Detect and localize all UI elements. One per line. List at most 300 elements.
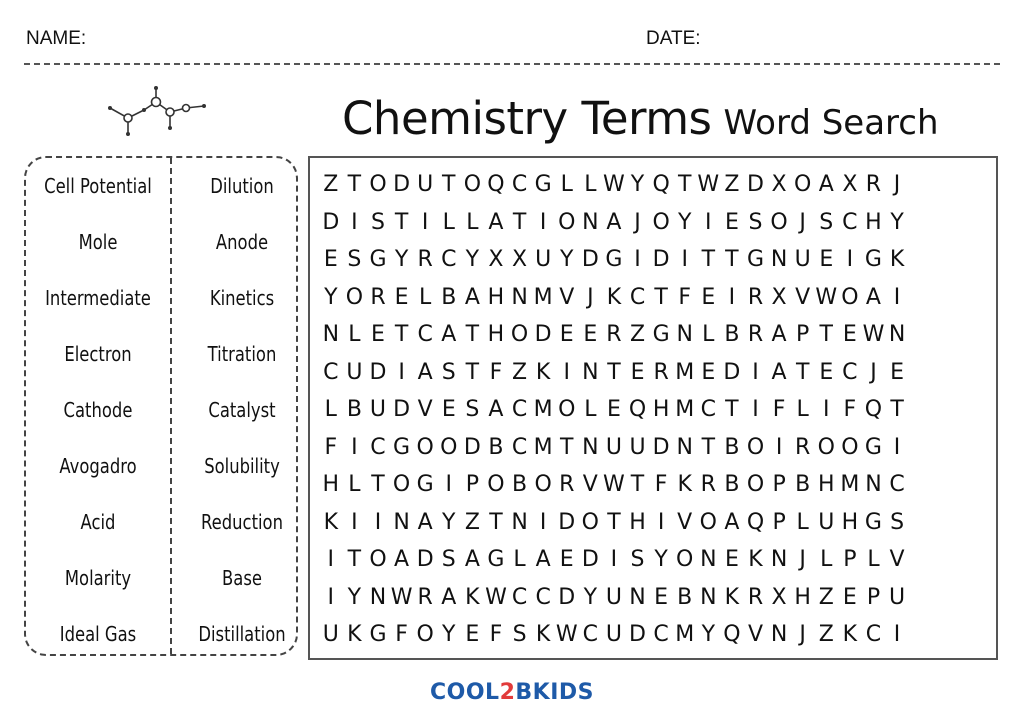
grid-letter: E <box>842 584 857 610</box>
grid-letter: K <box>465 584 480 610</box>
grid-letter: F <box>654 472 668 497</box>
grid-letter: C <box>511 434 528 460</box>
grid-letter: L <box>466 209 479 235</box>
grid-letter: K <box>323 509 339 535</box>
grid-letter: A <box>771 359 787 385</box>
grid-letter: N <box>770 247 788 272</box>
grid-letter: D <box>723 359 741 385</box>
grid-letter: U <box>417 172 434 197</box>
word-item: Intermediate <box>45 286 151 310</box>
grid-letter: J <box>870 359 877 385</box>
grid-letter: W <box>555 622 578 647</box>
grid-letter: C <box>700 397 716 422</box>
grid-letter: G <box>534 172 552 197</box>
grid-letter: A <box>417 509 433 535</box>
grid-letter: C <box>582 622 599 647</box>
grid-letter: G <box>605 247 623 272</box>
grid-letter: O <box>699 509 717 535</box>
grid-letter: P <box>772 509 786 535</box>
grid-letter: Y <box>677 209 692 235</box>
grid-letter: W <box>390 584 413 610</box>
grid-letter: T <box>442 172 456 197</box>
word-item: Molarity <box>64 566 132 590</box>
grid-letter: I <box>351 509 358 535</box>
grid-letter: E <box>701 284 716 310</box>
grid-letter: N <box>322 322 340 347</box>
grid-letter: T <box>725 397 739 422</box>
grid-letter: E <box>701 359 716 385</box>
grid-letter: R <box>653 359 669 385</box>
grid-letter: T <box>630 472 645 497</box>
grid-letter: L <box>442 209 455 235</box>
grid-letter: E <box>441 397 456 422</box>
grid-letter: U <box>794 247 811 272</box>
grid-letter: A <box>488 209 504 235</box>
date-label: DATE: <box>646 28 701 49</box>
word-item: Mole <box>78 230 118 254</box>
grid-letter: T <box>795 359 810 385</box>
grid-letter: I <box>634 247 641 272</box>
grid-letter: S <box>630 547 645 572</box>
word-item: Catalyst <box>208 398 276 422</box>
grid-letter: A <box>771 322 787 347</box>
grid-letter: T <box>819 322 833 347</box>
grid-letter: O <box>440 434 458 460</box>
grid-letter: D <box>629 622 646 647</box>
grid-letter: M <box>533 284 553 310</box>
grid-letter: Y <box>583 584 598 610</box>
word-column-left <box>26 158 170 662</box>
grid-letter: K <box>347 622 362 647</box>
grid-letter: I <box>610 547 618 572</box>
grid-letter: U <box>346 359 363 385</box>
grid-letter: N <box>629 584 646 610</box>
grid-letter: C <box>842 209 858 235</box>
grid-letter: I <box>445 472 453 497</box>
grid-letter: Z <box>629 322 646 347</box>
grid-letter: K <box>535 359 551 385</box>
grid-letter: O <box>794 172 812 197</box>
grid-letter: S <box>465 397 480 422</box>
grid-letter: E <box>559 322 574 347</box>
grid-letter: N <box>511 284 528 310</box>
word-item: Ideal Gas <box>59 622 137 646</box>
grid-letter: H <box>841 509 859 535</box>
grid-letter: P <box>796 322 810 347</box>
grid-letter: U <box>535 247 552 272</box>
page-title <box>342 92 939 145</box>
grid-letter: R <box>865 172 882 197</box>
grid-letter: Y <box>654 547 668 572</box>
grid-letter: E <box>323 247 338 272</box>
grid-letter: N <box>700 584 717 610</box>
grid-letter: D <box>393 172 411 197</box>
grid-letter: I <box>775 434 783 460</box>
grid-letter: I <box>398 359 405 385</box>
grid-letter: A <box>724 509 740 535</box>
grid-letter: L <box>584 172 597 197</box>
grid-letter: N <box>676 322 693 347</box>
grid-letter: L <box>796 397 809 422</box>
grid-letter: O <box>345 284 364 310</box>
grid-letter: I <box>893 284 901 310</box>
grid-letter: N <box>888 322 906 347</box>
grid-letter: T <box>725 247 739 272</box>
grid-letter: E <box>371 322 385 347</box>
grid-letter: O <box>463 172 482 197</box>
word-item: Dilution <box>210 174 274 198</box>
grid-letter: M <box>533 397 553 422</box>
grid-letter: R <box>559 472 575 497</box>
grid-letter: N <box>700 547 717 572</box>
grid-letter: T <box>394 209 409 235</box>
grid-letter: O <box>416 434 434 460</box>
grid-letter: M <box>533 434 553 460</box>
grid-letter: O <box>369 547 387 572</box>
grid-letter: I <box>681 247 688 272</box>
grid-letter: O <box>581 509 599 535</box>
grid-letter: G <box>652 322 670 347</box>
word-item: Acid <box>80 510 116 534</box>
grid-letter: I <box>421 209 429 235</box>
grid-letter: E <box>583 322 598 347</box>
logo-text-two: 2 <box>499 680 516 705</box>
logo-text-cool: COOL <box>430 680 500 705</box>
name-label: NAME: <box>26 28 87 49</box>
grid-letter: T <box>677 172 692 197</box>
word-item: Solubility <box>204 454 280 478</box>
grid-letter: A <box>394 547 410 572</box>
grid-letter: V <box>747 622 764 647</box>
grid-letter: S <box>371 209 385 235</box>
grid-row <box>319 279 996 317</box>
grid-letter: E <box>819 247 834 272</box>
grid-letter: A <box>464 547 480 572</box>
grid-letter: E <box>394 284 409 310</box>
grid-letter: F <box>843 397 857 422</box>
grid-letter: K <box>842 622 858 647</box>
grid-letter: I <box>705 209 712 235</box>
grid-row <box>319 166 996 204</box>
grid-letter: I <box>893 434 901 460</box>
grid-letter: Y <box>465 247 480 272</box>
grid-letter: J <box>893 172 901 197</box>
grid-letter: P <box>772 472 786 497</box>
title-main: Chemistry Terms <box>342 92 712 145</box>
grid-letter: V <box>889 547 905 572</box>
grid-row <box>319 391 996 429</box>
grid-row <box>319 466 996 504</box>
grid-letter: F <box>395 622 408 647</box>
grid-letter: U <box>605 434 622 460</box>
grid-letter: B <box>724 472 740 497</box>
grid-letter: Y <box>347 584 362 610</box>
grid-letter: A <box>818 172 834 197</box>
grid-letter: N <box>393 509 410 535</box>
letter-grid <box>308 156 998 660</box>
grid-letter: T <box>890 397 904 422</box>
grid-letter: L <box>867 547 880 572</box>
grid-letter: L <box>584 397 597 422</box>
grid-letter: C <box>629 284 646 310</box>
grid-letter: D <box>581 247 599 272</box>
grid-letter: I <box>351 209 358 235</box>
grid-letter: E <box>724 209 739 235</box>
grid-letter: I <box>657 509 665 535</box>
grid-letter: H <box>487 322 505 347</box>
grid-letter: K <box>889 247 905 272</box>
grid-letter: H <box>652 397 670 422</box>
grid-letter: E <box>724 547 739 572</box>
grid-letter: F <box>324 434 338 460</box>
grid-letter: A <box>865 284 881 310</box>
grid-letter: B <box>724 434 740 460</box>
grid-letter: H <box>629 509 646 535</box>
grid-letter: Z <box>464 509 480 535</box>
grid-row <box>319 429 996 467</box>
grid-letter: D <box>581 547 599 572</box>
grid-letter: Z <box>818 584 834 610</box>
grid-letter: I <box>327 584 335 610</box>
grid-letter: A <box>441 322 457 347</box>
grid-letter: T <box>560 434 574 460</box>
grid-letter: N <box>770 547 788 572</box>
grid-letter: E <box>842 322 857 347</box>
grid-letter: R <box>700 472 716 497</box>
grid-letter: I <box>327 547 335 572</box>
grid-letter: Q <box>487 172 505 197</box>
grid-letter: D <box>463 434 481 460</box>
grid-letter: V <box>677 509 693 535</box>
grid-letter: T <box>394 322 409 347</box>
grid-letter: L <box>419 284 432 310</box>
grid-letter: O <box>746 472 765 497</box>
grid-letter: M <box>675 622 695 647</box>
grid-letter: U <box>605 622 622 647</box>
grid-letter: R <box>370 284 386 310</box>
grid-letter: C <box>511 584 528 610</box>
grid-letter: J <box>587 284 594 310</box>
grid-row <box>319 354 996 392</box>
grid-letter: I <box>728 284 736 310</box>
grid-letter: D <box>369 359 387 385</box>
grid-letter: D <box>652 434 670 460</box>
grid-letter: O <box>770 209 788 235</box>
grid-letter: S <box>441 547 456 572</box>
grid-letter: O <box>534 472 552 497</box>
word-item: Distillation <box>198 622 286 646</box>
grid-letter: N <box>676 434 693 460</box>
grid-letter: B <box>441 284 457 310</box>
grid-letter: L <box>702 322 715 347</box>
grid-letter: L <box>820 547 833 572</box>
grid-letter: D <box>558 584 576 610</box>
grid-letter: A <box>488 397 504 422</box>
grid-letter: T <box>654 284 668 310</box>
grid-letter: E <box>465 622 480 647</box>
grid-letter: C <box>441 247 457 272</box>
grid-letter: M <box>675 359 695 385</box>
grid-letter: V <box>582 472 598 497</box>
grid-letter: S <box>748 209 763 235</box>
grid-letter: S <box>347 247 362 272</box>
grid-letter: T <box>347 172 362 197</box>
grid-letter: R <box>747 584 764 610</box>
grid-letter: O <box>652 209 670 235</box>
grid-letter: C <box>323 359 339 385</box>
grid-letter: I <box>539 509 547 535</box>
grid-letter: I <box>752 359 759 385</box>
grid-letter: B <box>346 397 362 422</box>
grid-letter: F <box>489 622 503 647</box>
grid-letter: Y <box>442 509 456 535</box>
grid-letter: O <box>817 434 835 460</box>
grid-letter: K <box>724 584 740 610</box>
grid-letter: C <box>842 359 858 385</box>
header-divider <box>24 63 1000 65</box>
grid-letter: I <box>539 209 547 235</box>
grid-letter: P <box>843 547 857 572</box>
word-item: Cell Potential <box>44 174 152 198</box>
grid-letter: D <box>322 209 340 235</box>
grid-letter: R <box>747 284 764 310</box>
grid-letter: O <box>841 434 859 460</box>
grid-letter: O <box>558 209 576 235</box>
grid-letter: B <box>512 472 528 497</box>
grid-letter: C <box>511 172 528 197</box>
grid-letter: T <box>607 509 621 535</box>
grid-letter: O <box>416 622 434 647</box>
grid-letter: H <box>817 472 835 497</box>
grid-letter: R <box>417 584 433 610</box>
grid-letter: L <box>348 322 361 347</box>
grid-letter: S <box>890 509 905 535</box>
grid-letter: T <box>465 359 480 385</box>
grid-letter: Y <box>324 284 338 310</box>
grid-letter: D <box>747 172 764 197</box>
grid-letter: L <box>796 509 809 535</box>
grid-letter: U <box>605 584 622 610</box>
grid-letter: G <box>393 434 411 460</box>
grid-letter: L <box>513 547 526 572</box>
grid-letter: D <box>558 509 576 535</box>
grid-row <box>319 579 996 617</box>
grid-letter: M <box>675 397 695 422</box>
grid-letter: I <box>752 397 759 422</box>
grid-letter: T <box>607 359 621 385</box>
grid-letter: X <box>488 247 504 272</box>
grid-letter: V <box>417 397 433 422</box>
grid-letter: E <box>654 584 669 610</box>
grid-letter: I <box>563 359 570 385</box>
grid-letter: C <box>511 397 528 422</box>
grid-letter: G <box>416 472 434 497</box>
grid-letter: H <box>865 209 882 235</box>
grid-letter: C <box>865 622 882 647</box>
grid-letter: J <box>799 547 806 572</box>
grid-letter: I <box>351 434 358 460</box>
grid-letter: T <box>701 434 716 460</box>
grid-letter: C <box>417 322 433 347</box>
word-item: Anode <box>215 230 269 254</box>
grid-letter: R <box>795 434 811 460</box>
grid-letter: D <box>534 322 552 347</box>
grid-letter: N <box>369 584 387 610</box>
grid-letter: N <box>582 434 599 460</box>
grid-letter: G <box>864 509 882 535</box>
word-column-right <box>170 158 314 662</box>
grid-letter: O <box>746 434 765 460</box>
grid-letter: I <box>846 247 854 272</box>
grid-letter: Y <box>394 247 409 272</box>
grid-letter: Y <box>560 247 574 272</box>
grid-row <box>319 204 996 242</box>
grid-letter: U <box>369 397 387 422</box>
grid-letter: L <box>324 397 337 422</box>
grid-letter: V <box>795 284 811 310</box>
grid-letter: L <box>560 172 573 197</box>
grid-letter: S <box>441 359 456 385</box>
grid-letter: T <box>489 509 503 535</box>
grid-letter: L <box>348 472 361 497</box>
grid-letter: R <box>417 247 433 272</box>
grid-letter: C <box>653 622 669 647</box>
grid-letter: Q <box>628 397 647 422</box>
grid-letter: R <box>606 322 622 347</box>
grid-letter: A <box>441 584 457 610</box>
grid-letter: Q <box>723 622 741 647</box>
grid-letter: C <box>535 584 551 610</box>
grid-letter: I <box>893 622 901 647</box>
grid-letter: P <box>465 472 479 497</box>
grid-row <box>319 241 996 279</box>
grid-letter: T <box>512 209 527 235</box>
word-item: Cathode <box>63 398 133 422</box>
grid-letter: S <box>512 622 527 647</box>
grid-letter: Y <box>630 172 645 197</box>
grid-letter: A <box>606 209 622 235</box>
word-item: Base <box>222 566 262 590</box>
grid-letter: W <box>603 472 625 497</box>
grid-letter: G <box>369 622 387 647</box>
grid-row <box>319 504 996 542</box>
word-item: Avogadro <box>59 454 137 478</box>
grid-letter: U <box>322 622 339 647</box>
grid-letter: W <box>815 284 838 310</box>
grid-letter: G <box>369 247 387 272</box>
grid-letter: Z <box>323 172 339 197</box>
grid-letter: O <box>369 172 387 197</box>
grid-letter: F <box>489 359 503 385</box>
grid-letter: B <box>795 472 811 497</box>
grid-letter: I <box>374 509 382 535</box>
grid-letter: Z <box>724 172 740 197</box>
grid-letter: E <box>890 359 904 385</box>
grid-letter: O <box>487 472 505 497</box>
grid-letter: T <box>347 547 362 572</box>
grid-letter: J <box>634 209 641 235</box>
grid-letter: N <box>582 209 599 235</box>
grid-letter: D <box>652 247 670 272</box>
grid-letter: D <box>393 397 411 422</box>
grid-letter: K <box>677 472 692 497</box>
grid-letter: B <box>677 584 693 610</box>
grid-letter: Q <box>746 509 765 535</box>
word-item: Titration <box>207 342 277 366</box>
grid-letter: W <box>485 584 507 610</box>
grid-letter: K <box>535 622 551 647</box>
grid-letter: K <box>606 284 622 310</box>
